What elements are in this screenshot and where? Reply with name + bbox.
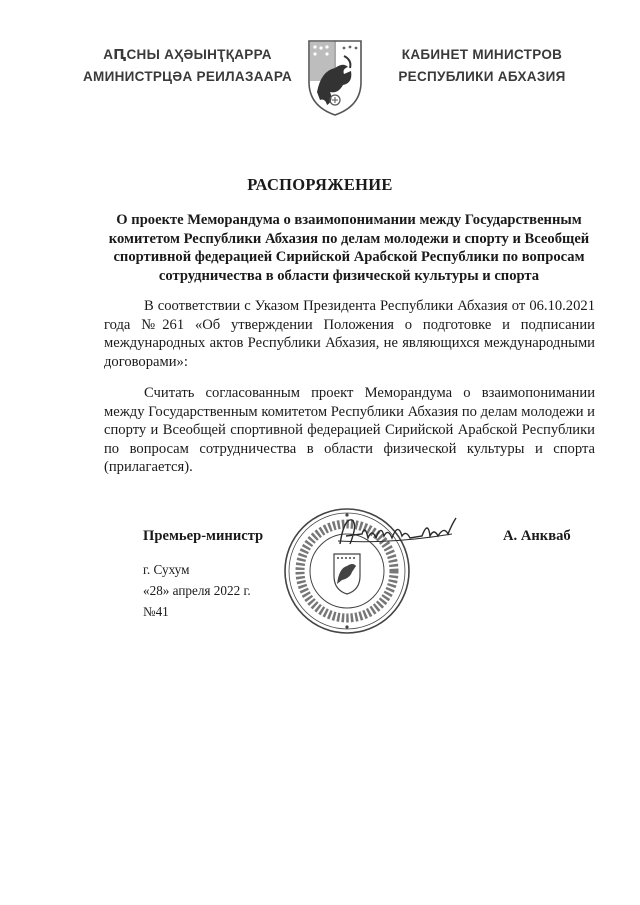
abkhazia-coat-of-arms-icon [306,38,364,118]
signatory-name: А. Анкваб [503,528,571,544]
document-title: РАСПОРЯЖЕНИЕ [247,175,393,194]
header-left-block [80,44,295,88]
header-left-line2: АМИНИСТРЦӘА РЕИЛАЗААРА [82,69,293,84]
header-right-block [382,44,582,88]
signatory-position: Премьер-министр [143,528,264,544]
preamble-paragraph: В соответствии с Указом Президента Республики Абхазия от 06.10.2021 года №261 «Об утверждении Положения о подготовке и подписании международных актов Республики Абхазия, не являющихся международными договорами»: [104,298,595,370]
header-right-line2: РЕСПУБЛИКИ АБХАЗИЯ [398,69,566,84]
handwritten-signature-icon [332,514,462,554]
document-number: №41 [143,604,169,619]
document-date: «28» апреля 2022 г. [143,583,251,598]
document-city: г. Сухум [143,562,190,577]
header-right-line1: КАБИНЕТ МИНИСТРОВ [401,47,563,62]
document-subject: О проекте Меморандума о взаимопонимании между Государственным комитетом Республики Абхазия по делам молодежи и спорту и Всеобщей спортивной федерацией Сирийской Арабской Республики по вопросам сотрудничества в области физической культуры и спорта [108,212,590,284]
header-left-line1: АԤСНЫ АҲӘЫНҬҚАРРА [103,47,272,62]
resolution-paragraph: Считать согласованным проект Меморандума о взаимопонимании между Государственным комитетом Республики Абхазия по делам молодежи и спорту и Всеобщей спортивной федерацией Сирийской Арабской Республики по вопросам сотрудничества в области физической культуры и спорта (прилагается). [104,385,595,476]
